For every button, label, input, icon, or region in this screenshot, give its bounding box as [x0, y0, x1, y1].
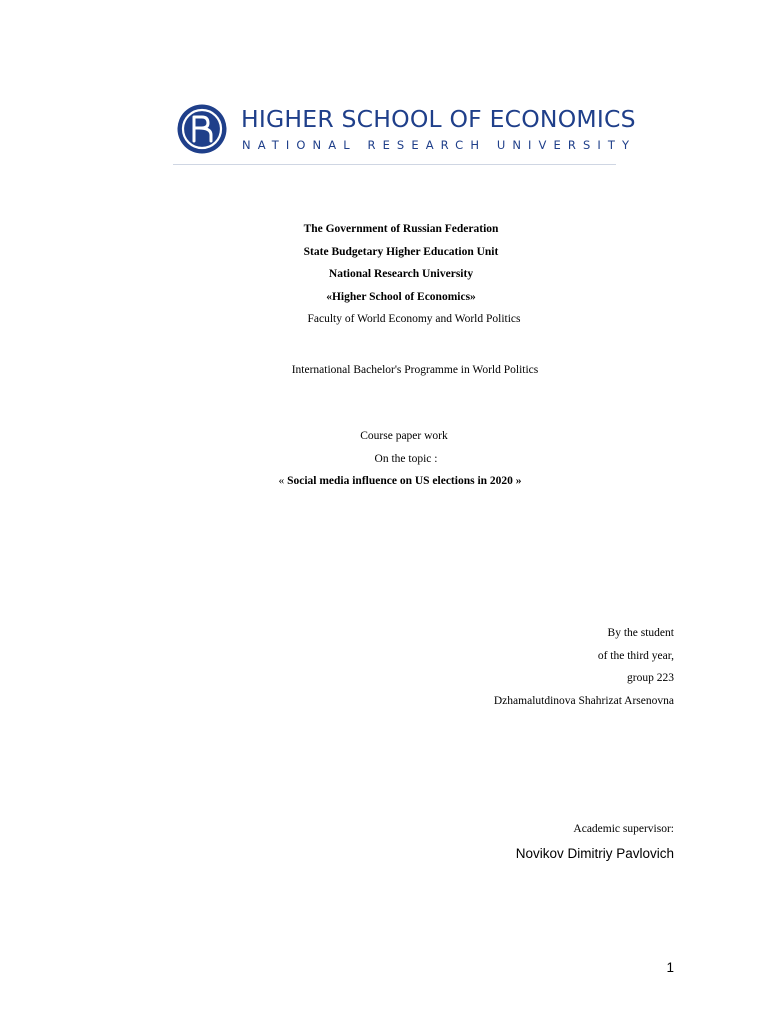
institution-line-3: National Research University [328, 268, 474, 280]
programme-line: International Bachelor's Programme in World Politics [291, 364, 539, 376]
page-number: 1 [666, 960, 674, 975]
student-name: Dzhamalutdinova Shahrizat Arsenovna [493, 694, 674, 707]
paper-title [0, 470, 768, 493]
paper-title-text: Social media influence on US elections in 2020 » [287, 475, 522, 487]
programme-block [0, 359, 768, 382]
institution-line-1: The Government of Russian Federation [303, 223, 499, 235]
paper-type: Course paper work [360, 430, 448, 442]
supervisor-name: Novikov Dimitriy Pavlovich [515, 845, 674, 861]
supervisor-label: Academic supervisor: [573, 823, 674, 835]
institution-line-4: «Higher School of Economics» [326, 290, 476, 303]
quote-open: « [278, 475, 288, 487]
hse-logo [173, 97, 637, 165]
logo-title: HIGHER SCHOOL OF ECONOMICS [241, 105, 636, 133]
faculty-line: Faculty of World Economy and World Politics [307, 313, 521, 325]
institution-block [0, 218, 768, 331]
student-block [494, 622, 674, 712]
student-line-1: By the student [607, 627, 674, 639]
paper-topic-label: On the topic : [374, 452, 438, 465]
student-line-2: of the third year, [597, 649, 674, 662]
supervisor-block [516, 818, 674, 867]
paper-block [0, 425, 768, 493]
logo-subtitle: NATIONAL RESEARCH UNIVERSITY [242, 138, 637, 152]
institution-line-2: State Budgetary Higher Education Unit [303, 245, 499, 258]
student-group: group 223 [627, 672, 674, 684]
hse-emblem-icon [177, 104, 227, 154]
